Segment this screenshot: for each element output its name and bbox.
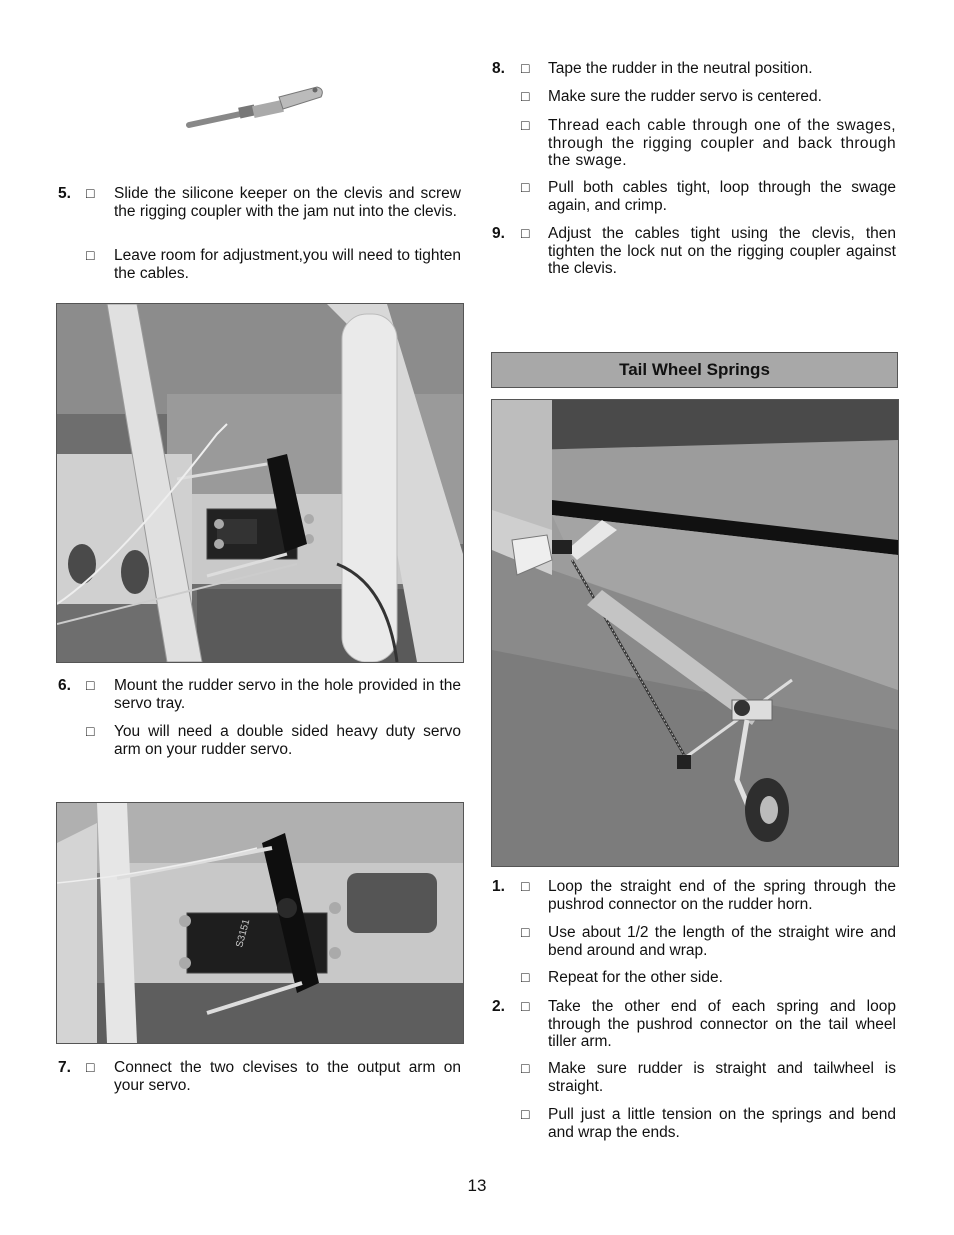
step-5 bbox=[58, 185, 462, 285]
checkbox-icon[interactable]: □ bbox=[86, 723, 95, 739]
checkbox-icon[interactable]: □ bbox=[521, 88, 530, 104]
checkbox-icon[interactable]: □ bbox=[86, 247, 95, 263]
step-subtext: Repeat for the other side. bbox=[548, 969, 723, 986]
step-number: 7. bbox=[58, 1059, 71, 1076]
tail-wheel-springs-photo bbox=[491, 399, 899, 867]
step-number: 8. bbox=[492, 60, 505, 77]
checkbox-icon[interactable]: □ bbox=[521, 225, 530, 241]
step-number: 5. bbox=[58, 185, 71, 202]
step-subtext: Make sure the rudder servo is centered. bbox=[548, 88, 822, 105]
step-number: 9. bbox=[492, 225, 505, 242]
step-text: Tape the rudder in the neutral position. bbox=[548, 60, 813, 77]
step-subtext: Make sure rudder is straight and tailwheel is straight. bbox=[548, 1060, 896, 1095]
step-text: Connect the two clevises to the output arm on your servo. bbox=[114, 1059, 461, 1094]
checkbox-icon[interactable]: □ bbox=[521, 998, 530, 1014]
checkbox-icon[interactable]: □ bbox=[521, 179, 530, 195]
step-subtext: Leave room for adjustment,you will need to tighten the cables. bbox=[114, 247, 461, 282]
servo-tray-photo bbox=[56, 303, 464, 663]
step-number: 1. bbox=[492, 878, 505, 895]
checkbox-icon[interactable]: □ bbox=[86, 1059, 95, 1075]
clevis-coupler-photo bbox=[183, 75, 328, 135]
checkbox-icon[interactable]: □ bbox=[521, 924, 530, 940]
tail-wheel-step-2 bbox=[492, 998, 897, 1148]
tail-wheel-step-1 bbox=[492, 878, 897, 993]
checkbox-icon[interactable]: □ bbox=[521, 117, 530, 133]
step-number: 2. bbox=[492, 998, 505, 1015]
section-header-tail-wheel-springs: Tail Wheel Springs bbox=[491, 352, 898, 388]
step-text: Loop the straight end of the spring through the pushrod connector on the rudder horn. bbox=[548, 878, 896, 913]
checkbox-icon[interactable]: □ bbox=[521, 60, 530, 76]
step-7 bbox=[58, 1059, 462, 1099]
step-text: Adjust the cables tight using the clevis, then tighten the lock nut on the rigging coupler against the clevis. bbox=[548, 225, 896, 277]
step-subtext: You will need a double sided heavy duty servo arm on your rudder servo. bbox=[114, 723, 461, 758]
page-number: 13 bbox=[467, 1176, 487, 1195]
step-text: Take the other end of each spring and loop through the pushrod connector on the tail wheel tiller arm. bbox=[548, 998, 896, 1050]
step-8 bbox=[492, 60, 897, 220]
step-subtext: Use about 1/2 the length of the straight wire and bend around and wrap. bbox=[548, 924, 896, 959]
servo-arm-clevis-photo bbox=[56, 802, 464, 1044]
checkbox-icon[interactable]: □ bbox=[86, 677, 95, 693]
checkbox-icon[interactable]: □ bbox=[521, 878, 530, 894]
step-subtext: Pull just a little tension on the springs and bend and wrap the ends. bbox=[548, 1106, 896, 1141]
checkbox-icon[interactable]: □ bbox=[521, 1106, 530, 1122]
servo-label: S3151 bbox=[234, 917, 253, 949]
step-6 bbox=[58, 677, 462, 762]
step-text: Slide the silicone keeper on the clevis and screw the rigging coupler with the jam nut into the clevis. bbox=[114, 185, 461, 220]
checkbox-icon[interactable]: □ bbox=[86, 185, 95, 201]
step-number: 6. bbox=[58, 677, 71, 694]
step-9 bbox=[492, 225, 897, 285]
step-subtext: Pull both cables tight, loop through the swage again, and crimp. bbox=[548, 179, 896, 214]
checkbox-icon[interactable]: □ bbox=[521, 1060, 530, 1076]
step-subtext: Thread each cable through one of the swages, through the rigging coupler and back through the swage. bbox=[548, 117, 896, 169]
checkbox-icon[interactable]: □ bbox=[521, 969, 530, 985]
step-text: Mount the rudder servo in the hole provided in the servo tray. bbox=[114, 677, 461, 712]
